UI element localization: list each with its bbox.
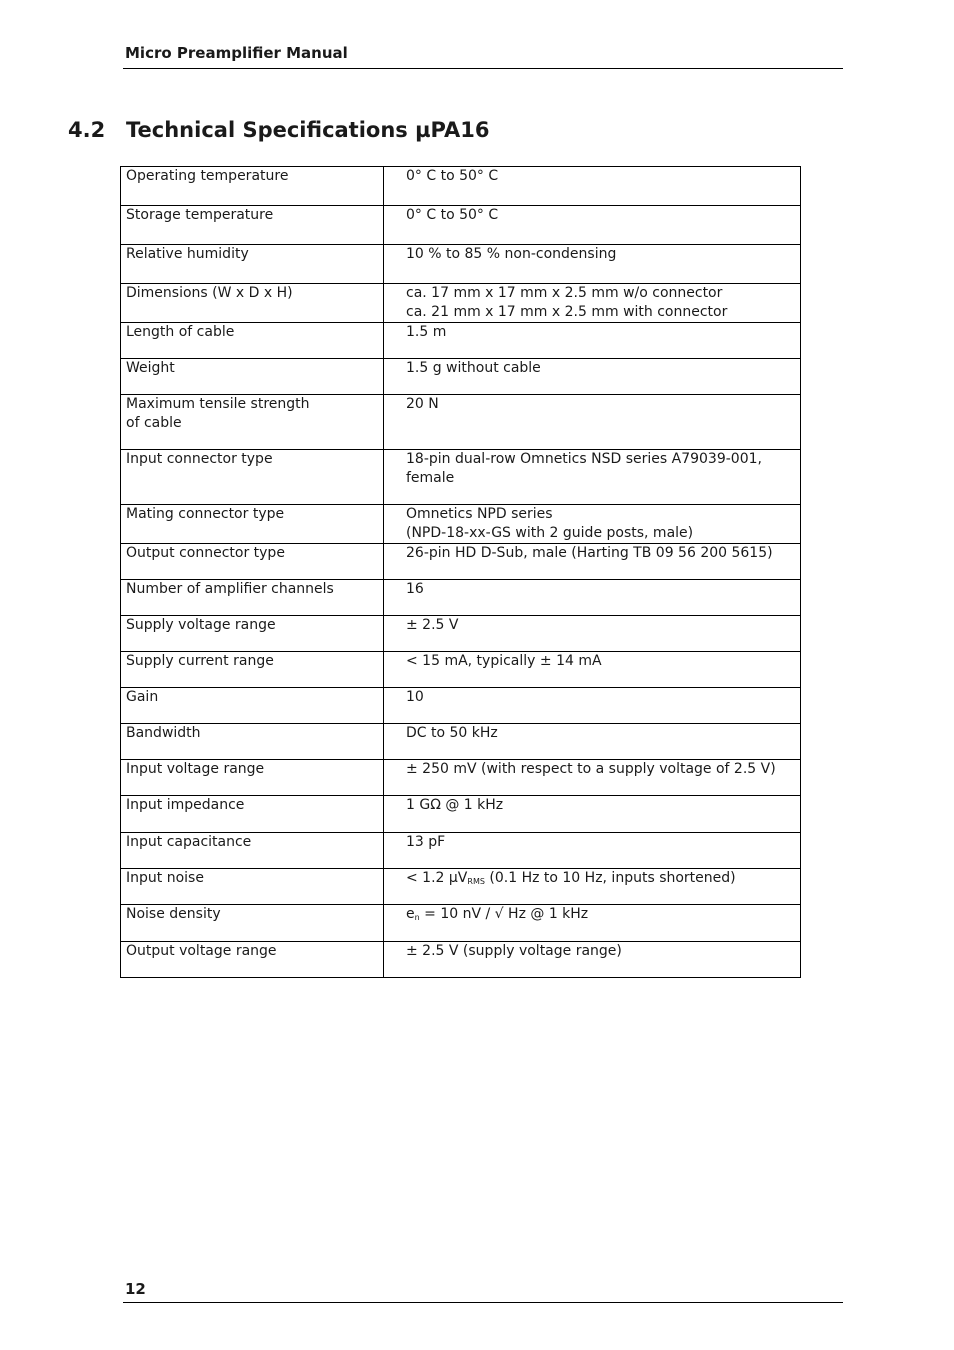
spec-label (121, 652, 384, 688)
spec-label-line: Supply current range (126, 653, 274, 669)
spec-label-line: Weight (126, 360, 175, 376)
spec-row (121, 616, 801, 652)
spec-label (121, 450, 384, 505)
spec-label (121, 724, 384, 760)
spec-label-line: Output connector type (126, 545, 285, 561)
spec-label (121, 359, 384, 395)
spec-value-line: 1 GΩ @ 1 kHz (406, 797, 504, 813)
spec-label (121, 505, 384, 544)
section-heading (68, 118, 490, 142)
spec-row (121, 760, 801, 796)
spec-value (384, 616, 801, 652)
spec-row (121, 580, 801, 616)
header-divider (123, 68, 843, 69)
spec-value-line: < 15 mA, typically ± 14 mA (406, 653, 602, 669)
spec-value (384, 167, 801, 206)
spec-value (384, 580, 801, 616)
spec-label-line: Mating connector type (126, 506, 285, 522)
spec-label (121, 580, 384, 616)
spec-value-line: 10 % to 85 % non-condensing (406, 246, 617, 262)
spec-label (121, 760, 384, 796)
spec-label-line: Operating temperature (126, 168, 289, 184)
spec-value (384, 395, 801, 450)
spec-row (121, 450, 801, 505)
spec-value-line: 1.5 m (406, 324, 447, 340)
spec-value (384, 450, 801, 505)
spec-label-line: Bandwidth (126, 725, 201, 741)
spec-row (121, 796, 801, 833)
spec-label-line: Supply voltage range (126, 617, 276, 633)
spec-value (384, 796, 801, 833)
spec-row (121, 905, 801, 942)
footer-divider (123, 1302, 843, 1303)
spec-label (121, 869, 384, 905)
spec-label-line: Maximum tensile strength (126, 396, 310, 412)
spec-label-line: Input noise (126, 870, 204, 886)
spec-row (121, 206, 801, 245)
spec-value (384, 760, 801, 796)
specifications-table (120, 166, 801, 978)
spec-row (121, 942, 801, 978)
spec-row (121, 167, 801, 206)
spec-value-text: e (406, 906, 415, 922)
spec-row (121, 869, 801, 905)
spec-row (121, 544, 801, 580)
spec-value-line: Omnetics NPD series (406, 506, 553, 522)
spec-value (384, 688, 801, 724)
spec-row (121, 688, 801, 724)
spec-label (121, 905, 384, 942)
spec-label-line: Storage temperature (126, 207, 274, 223)
spec-label-line: Gain (126, 689, 159, 705)
spec-label-line: Input impedance (126, 797, 245, 813)
spec-label (121, 284, 384, 323)
spec-label (121, 544, 384, 580)
spec-value (384, 284, 801, 323)
spec-value-line (406, 905, 796, 927)
spec-value-line (406, 869, 796, 891)
spec-value-line: 0° C to 50° C (406, 168, 499, 184)
spec-value-line: 1.5 g without cable (406, 360, 541, 376)
spec-row (121, 323, 801, 359)
spec-value (384, 724, 801, 760)
running-header-title: Micro Preamplifier Manual (125, 44, 348, 62)
spec-value-text: = 10 nV / √ Hz @ 1 kHz (419, 906, 589, 922)
spec-label (121, 688, 384, 724)
spec-value-text: < 1.2 µV (406, 870, 468, 886)
spec-label-line: Dimensions (W x D x H) (126, 285, 293, 301)
spec-value-text: (0.1 Hz to 10 Hz, inputs shortened) (484, 870, 736, 886)
spec-label (121, 206, 384, 245)
spec-label-line: Relative humidity (126, 246, 249, 262)
spec-label (121, 833, 384, 869)
spec-value (384, 869, 801, 905)
spec-label-line: Input connector type (126, 451, 273, 467)
spec-row (121, 505, 801, 544)
spec-value-line: ± 2.5 V (supply voltage range) (406, 943, 622, 959)
spec-value-line: (NPD-18-xx-GS with 2 guide posts, male) (406, 525, 694, 541)
spec-value (384, 245, 801, 284)
spec-value (384, 942, 801, 978)
section-number: 4.2 (68, 118, 106, 142)
spec-value-line: 16 (406, 581, 424, 597)
spec-value-line: 26-pin HD D-Sub, male (Harting TB 09 56 200 5615) (406, 545, 773, 561)
spec-value-line: ca. 21 mm x 17 mm x 2.5 mm with connector (406, 304, 728, 320)
spec-value-subscript: n (414, 913, 420, 922)
spec-label-line: Length of cable (126, 324, 235, 340)
spec-value-line: ± 2.5 V (406, 617, 459, 633)
spec-row (121, 652, 801, 688)
spec-value (384, 359, 801, 395)
spec-value-line: 10 (406, 689, 424, 705)
spec-value-line: 13 pF (406, 834, 446, 850)
spec-label (121, 616, 384, 652)
spec-value (384, 905, 801, 942)
spec-row (121, 724, 801, 760)
spec-label (121, 323, 384, 359)
spec-value-line: ca. 17 mm x 17 mm x 2.5 mm w/o connector (406, 285, 723, 301)
spec-label-line: Input voltage range (126, 761, 265, 777)
spec-label-line: Noise density (126, 906, 221, 922)
spec-value-line: 20 N (406, 396, 439, 412)
spec-value-line: female (406, 470, 455, 486)
spec-label (121, 942, 384, 978)
spec-label (121, 245, 384, 284)
spec-label (121, 796, 384, 833)
spec-value-line: DC to 50 kHz (406, 725, 498, 741)
spec-value (384, 323, 801, 359)
spec-label-line: Number of amplifier channels (126, 581, 334, 597)
spec-row (121, 245, 801, 284)
spec-label (121, 167, 384, 206)
spec-value-line: 0° C to 50° C (406, 207, 499, 223)
section-title: Technical Specifications µPA16 (126, 118, 490, 142)
spec-value (384, 505, 801, 544)
spec-value (384, 652, 801, 688)
spec-value-subscript: RMS (467, 877, 485, 886)
spec-row (121, 284, 801, 323)
spec-value (384, 833, 801, 869)
spec-value-line: ± 250 mV (with respect to a supply voltage of 2.5 V) (406, 761, 776, 777)
spec-value (384, 206, 801, 245)
spec-label (121, 395, 384, 450)
page-number: 12 (125, 1280, 146, 1298)
spec-row (121, 395, 801, 450)
spec-row (121, 359, 801, 395)
spec-row (121, 833, 801, 869)
spec-label-line: of cable (126, 415, 182, 431)
spec-value (384, 544, 801, 580)
spec-label-line: Output voltage range (126, 943, 277, 959)
spec-label-line: Input capacitance (126, 834, 252, 850)
spec-value-line: 18-pin dual-row Omnetics NSD series A79039-001, (406, 451, 762, 467)
